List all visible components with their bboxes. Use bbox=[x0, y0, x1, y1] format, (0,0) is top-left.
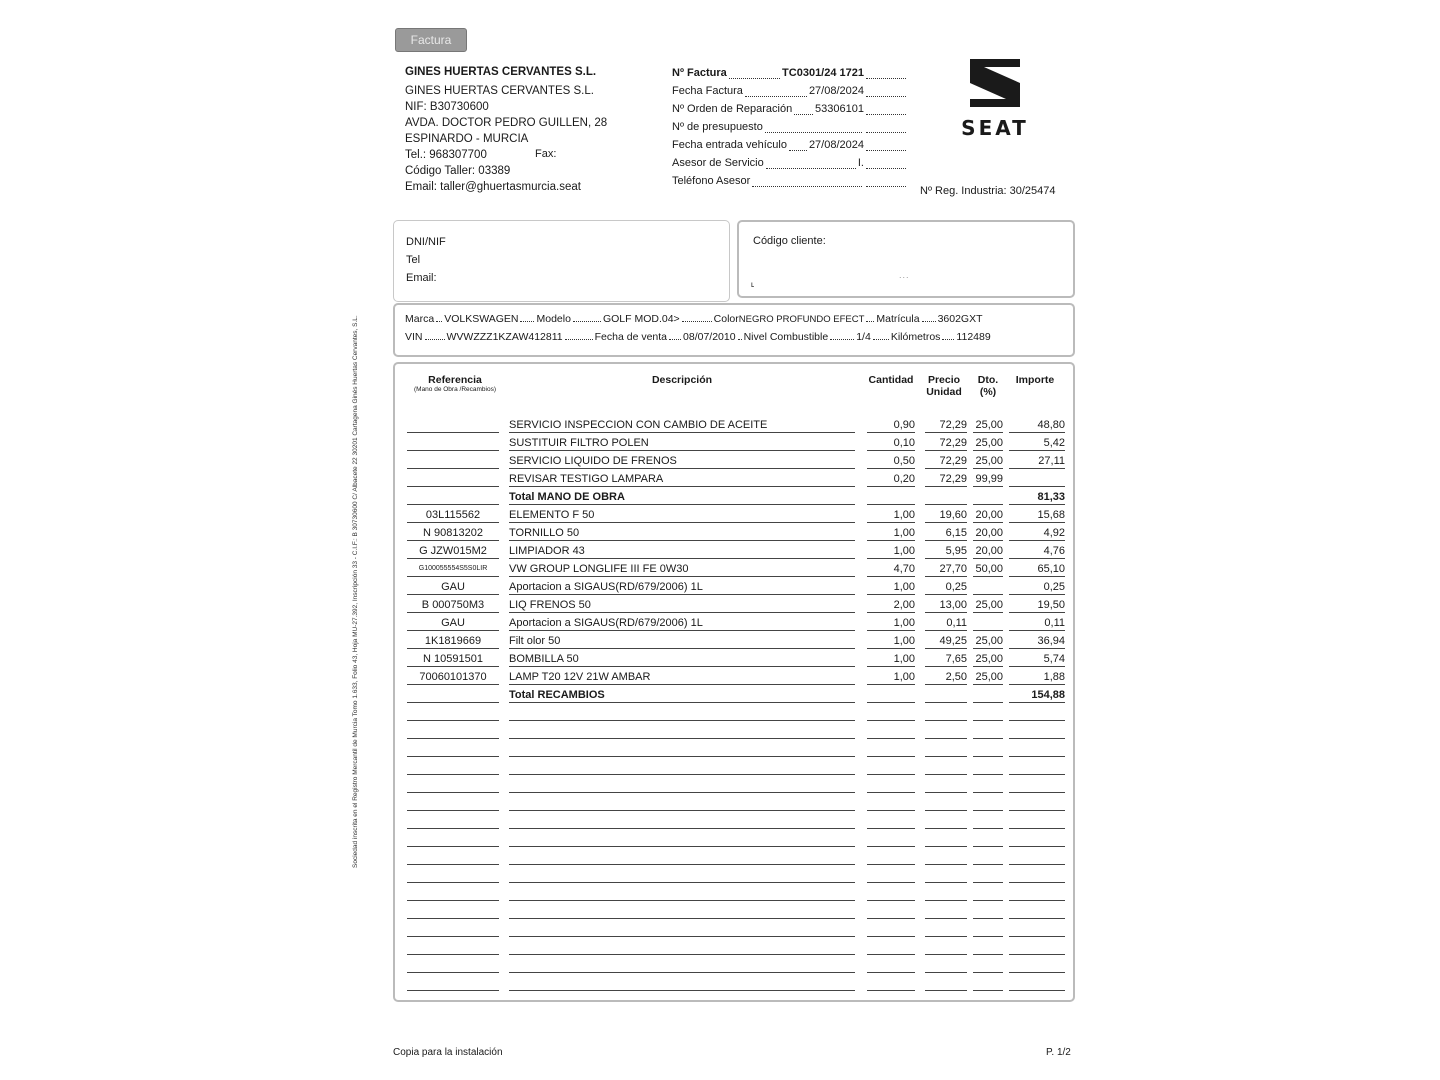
header-descripcion: Descripción bbox=[651, 374, 713, 386]
cell-desc: LAMP T20 12V 21W AMBAR bbox=[509, 670, 855, 685]
cell-cant: 1,00 bbox=[867, 508, 915, 523]
vehicle-box bbox=[393, 303, 1075, 357]
brand-name: SEAT bbox=[961, 116, 1029, 140]
empty-cell bbox=[867, 958, 915, 973]
empty-cell bbox=[1009, 868, 1065, 883]
empty-cell bbox=[509, 850, 855, 865]
industry-registry: Nº Reg. Industria: 30/25474 bbox=[920, 185, 1056, 197]
cell-cant: 2,00 bbox=[867, 598, 915, 613]
empty-cell bbox=[1009, 760, 1065, 775]
cell-ref bbox=[407, 472, 499, 487]
cell-cant: 1,00 bbox=[867, 634, 915, 649]
color-value: NEGRO PROFUNDO EFECT bbox=[738, 314, 865, 325]
invoice-field-value: 27/08/2024 bbox=[808, 85, 864, 97]
cell-cant: 1,00 bbox=[867, 580, 915, 595]
cell-pu: 7,65 bbox=[925, 652, 967, 667]
empty-cell bbox=[973, 850, 1003, 865]
empty-cell bbox=[925, 814, 967, 829]
cell-ref: 70060101370 bbox=[407, 670, 499, 685]
empty-cell bbox=[867, 814, 915, 829]
table-row bbox=[395, 506, 1075, 524]
header-referencia: Referencia (Mano de Obra /Recambios) bbox=[407, 374, 503, 394]
table-row bbox=[395, 524, 1075, 542]
company-line: ESPINARDO - MURCIA bbox=[405, 133, 529, 145]
cell-pu: 72,29 bbox=[925, 436, 967, 451]
empty-cell bbox=[509, 958, 855, 973]
empty-table-row bbox=[395, 776, 1075, 794]
invoice-field-value: 53306101 bbox=[815, 103, 864, 115]
empty-table-row bbox=[395, 920, 1075, 938]
cell-pu bbox=[925, 688, 967, 703]
cell-dto bbox=[973, 616, 1003, 631]
cell-cant: 1,00 bbox=[867, 670, 915, 685]
empty-cell bbox=[867, 904, 915, 919]
cell-cant: 0,50 bbox=[867, 454, 915, 469]
empty-cell bbox=[925, 778, 967, 793]
empty-cell bbox=[509, 904, 855, 919]
empty-cell bbox=[509, 796, 855, 811]
empty-cell bbox=[867, 832, 915, 847]
cell-pu: 6,15 bbox=[925, 526, 967, 541]
header-referencia-sub: (Mano de Obra /Recambios) bbox=[413, 386, 496, 393]
modelo-label: Modelo bbox=[536, 313, 571, 325]
empty-cell bbox=[973, 796, 1003, 811]
empty-cell bbox=[1009, 958, 1065, 973]
client-contact-box bbox=[393, 220, 730, 302]
matricula-label: Matrícula bbox=[876, 313, 920, 325]
cell-desc: Aportacion a SIGAUS(RD/679/2006) 1L bbox=[509, 616, 855, 631]
fecha-venta-value: 08/07/2010 bbox=[683, 331, 736, 343]
client-code-label: Código cliente: bbox=[753, 235, 826, 247]
cell-desc: LIMPIADOR 43 bbox=[509, 544, 855, 559]
cell-desc: Total RECAMBIOS bbox=[509, 688, 855, 703]
cell-imp: 5,42 bbox=[1009, 436, 1065, 451]
marca-value: VOLKSWAGEN bbox=[444, 313, 519, 325]
empty-cell bbox=[1009, 724, 1065, 739]
empty-cell bbox=[867, 940, 915, 955]
cell-dto: 25,00 bbox=[973, 652, 1003, 667]
combustible-value: 1/4 bbox=[856, 331, 871, 343]
cell-cant: 1,00 bbox=[867, 616, 915, 631]
cell-desc: LIQ FRENOS 50 bbox=[509, 598, 855, 613]
empty-cell bbox=[509, 778, 855, 793]
header-importe: Importe bbox=[1015, 374, 1055, 386]
company-details bbox=[405, 83, 607, 195]
cell-cant: 1,00 bbox=[867, 544, 915, 559]
empty-cell bbox=[867, 886, 915, 901]
client-code-box bbox=[737, 220, 1075, 298]
empty-cell bbox=[407, 904, 499, 919]
table-row bbox=[395, 452, 1075, 470]
empty-cell bbox=[407, 922, 499, 937]
empty-cell bbox=[925, 742, 967, 757]
dni-label: DNI/NIF bbox=[406, 236, 446, 248]
company-line: Tel.: 968307700 bbox=[405, 149, 487, 161]
cell-cant: 0,20 bbox=[867, 472, 915, 487]
cell-desc: Filt olor 50 bbox=[509, 634, 855, 649]
empty-cell bbox=[925, 796, 967, 811]
table-total-row bbox=[395, 488, 1075, 506]
cell-cant: 0,10 bbox=[867, 436, 915, 451]
empty-cell bbox=[973, 886, 1003, 901]
cell-ref bbox=[407, 688, 499, 703]
empty-cell bbox=[407, 976, 499, 991]
cell-desc: TORNILLO 50 bbox=[509, 526, 855, 541]
cell-pu: 5,95 bbox=[925, 544, 967, 559]
email-label: Email: bbox=[406, 272, 437, 284]
empty-table-row bbox=[395, 758, 1075, 776]
cell-pu: 13,00 bbox=[925, 598, 967, 613]
empty-cell bbox=[1009, 814, 1065, 829]
cell-imp: 4,76 bbox=[1009, 544, 1065, 559]
cell-desc: VW GROUP LONGLIFE III FE 0W30 bbox=[509, 562, 855, 577]
empty-cell bbox=[973, 940, 1003, 955]
empty-cell bbox=[509, 886, 855, 901]
empty-cell bbox=[407, 796, 499, 811]
company-line: GINES HUERTAS CERVANTES S.L. bbox=[405, 85, 594, 97]
empty-cell bbox=[867, 706, 915, 721]
client-name: ... bbox=[899, 270, 910, 280]
table-row bbox=[395, 434, 1075, 452]
invoice-field-label: Nº Factura bbox=[672, 67, 727, 79]
empty-cell bbox=[407, 724, 499, 739]
cell-ref bbox=[407, 436, 499, 451]
cell-ref: N 90813202 bbox=[407, 526, 499, 541]
table-row bbox=[395, 668, 1075, 686]
cell-cant: 4,70 bbox=[867, 562, 915, 577]
header-precio-unidad: Precio Unidad bbox=[926, 374, 962, 398]
company-name: GINES HUERTAS CERVANTES S.L. bbox=[405, 66, 597, 78]
invoice-stamp: Factura bbox=[395, 28, 467, 52]
company-line: Código Taller: 03389 bbox=[405, 165, 511, 177]
empty-cell bbox=[925, 706, 967, 721]
cell-dto: 25,00 bbox=[973, 670, 1003, 685]
invoice-field-label: Teléfono Asesor bbox=[672, 175, 751, 187]
table-row bbox=[395, 596, 1075, 614]
cell-imp: 65,10 bbox=[1009, 562, 1065, 577]
empty-cell bbox=[925, 832, 967, 847]
cell-cant: 1,00 bbox=[867, 652, 915, 667]
empty-table-row bbox=[395, 722, 1075, 740]
tel-label: Tel bbox=[406, 254, 421, 266]
empty-cell bbox=[407, 814, 499, 829]
cell-imp: 27,11 bbox=[1009, 454, 1065, 469]
empty-cell bbox=[1009, 904, 1065, 919]
empty-table-row bbox=[395, 974, 1075, 992]
empty-table-row bbox=[395, 848, 1075, 866]
cell-dto: 25,00 bbox=[973, 418, 1003, 433]
matricula-value: 3602GXT bbox=[937, 313, 983, 325]
cell-dto: 99,99 bbox=[973, 472, 1003, 487]
table-row bbox=[395, 470, 1075, 488]
header-dto: Dto. (%) bbox=[977, 374, 999, 398]
invoice-field-label: Nº de presupuesto bbox=[672, 121, 763, 133]
marca-label: Marca bbox=[405, 313, 435, 325]
empty-cell bbox=[973, 742, 1003, 757]
empty-cell bbox=[1009, 922, 1065, 937]
company-line: Email: taller@ghuertasmurcia.seat bbox=[405, 181, 581, 193]
empty-cell bbox=[925, 724, 967, 739]
cell-dto: 50,00 bbox=[973, 562, 1003, 577]
invoice-field-label: Nº Orden de Reparación bbox=[672, 103, 793, 115]
km-value: 112489 bbox=[956, 331, 991, 343]
legal-sidebar-text: Sociedad inscrita en el Registro Mercantil de Murcia Tomo 1.633, Folio 43, Hoja MU-27.392, Inscripción 33 - C.I.F.: B 30730600 C/ Albacete 22 30201 Cartagena Ginés Huertas Cervantes, S.L. bbox=[352, 315, 359, 868]
empty-cell bbox=[1009, 796, 1065, 811]
vin-value: WVWZZZ1KZAW412811 bbox=[446, 331, 563, 343]
cell-desc: REVISAR TESTIGO LAMPARA bbox=[509, 472, 855, 487]
empty-cell bbox=[1009, 850, 1065, 865]
table-row bbox=[395, 614, 1075, 632]
vin-label: VIN bbox=[405, 331, 423, 343]
table-row bbox=[395, 650, 1075, 668]
cell-dto: 20,00 bbox=[973, 544, 1003, 559]
empty-cell bbox=[1009, 832, 1065, 847]
cell-desc: Total MANO DE OBRA bbox=[509, 490, 855, 505]
cell-cant bbox=[867, 688, 915, 703]
cell-ref: G JZW015M2 bbox=[407, 544, 499, 559]
empty-cell bbox=[407, 868, 499, 883]
empty-cell bbox=[973, 868, 1003, 883]
cell-imp: 1,88 bbox=[1009, 670, 1065, 685]
empty-cell bbox=[973, 778, 1003, 793]
cell-imp: 154,88 bbox=[1009, 688, 1065, 703]
empty-cell bbox=[1009, 742, 1065, 757]
invoice-field-value: TC0301/24 1721 bbox=[782, 67, 864, 79]
cell-imp: 48,80 bbox=[1009, 418, 1065, 433]
invoice-field bbox=[672, 100, 908, 118]
empty-cell bbox=[407, 850, 499, 865]
modelo-value: GOLF MOD.04> bbox=[602, 313, 680, 325]
empty-cell bbox=[867, 850, 915, 865]
empty-cell bbox=[925, 868, 967, 883]
empty-cell bbox=[925, 904, 967, 919]
empty-cell bbox=[509, 940, 855, 955]
empty-table-row bbox=[395, 902, 1075, 920]
cell-imp: 0,25 bbox=[1009, 580, 1065, 595]
cell-imp: 36,94 bbox=[1009, 634, 1065, 649]
empty-cell bbox=[1009, 940, 1065, 955]
empty-cell bbox=[509, 706, 855, 721]
invoice-field bbox=[672, 154, 908, 172]
seat-logo-icon bbox=[966, 57, 1024, 109]
invoice-field-value: I. bbox=[857, 157, 864, 169]
empty-cell bbox=[509, 868, 855, 883]
invoice-lines-table bbox=[393, 362, 1075, 1002]
empty-table-row bbox=[395, 812, 1075, 830]
cell-dto: 25,00 bbox=[973, 598, 1003, 613]
empty-cell bbox=[509, 976, 855, 991]
invoice-field-label: Fecha Factura bbox=[672, 85, 743, 97]
cell-pu bbox=[925, 490, 967, 505]
empty-table-row bbox=[395, 938, 1075, 956]
empty-cell bbox=[407, 832, 499, 847]
cell-dto bbox=[973, 688, 1003, 703]
empty-cell bbox=[509, 760, 855, 775]
empty-cell bbox=[973, 832, 1003, 847]
cell-dto bbox=[973, 580, 1003, 595]
cell-cant bbox=[867, 490, 915, 505]
empty-cell bbox=[509, 814, 855, 829]
footer-copy-label: Copia para la instalación bbox=[393, 1047, 503, 1058]
cell-dto: 20,00 bbox=[973, 526, 1003, 541]
empty-cell bbox=[867, 868, 915, 883]
cell-ref: G100055554S5S0LIR bbox=[407, 562, 499, 577]
cell-imp: 15,68 bbox=[1009, 508, 1065, 523]
cell-desc: SUSTITUIR FILTRO POLEN bbox=[509, 436, 855, 451]
seat-logo bbox=[945, 57, 1045, 140]
empty-cell bbox=[407, 958, 499, 973]
empty-table-row bbox=[395, 866, 1075, 884]
table-row bbox=[395, 542, 1075, 560]
header-cantidad: Cantidad bbox=[868, 374, 914, 386]
cell-ref: GAU bbox=[407, 616, 499, 631]
empty-table-row bbox=[395, 830, 1075, 848]
cell-pu: 0,11 bbox=[925, 616, 967, 631]
fecha-venta-label: Fecha de venta bbox=[594, 331, 668, 343]
empty-cell bbox=[867, 796, 915, 811]
color-label: Color bbox=[713, 313, 739, 325]
empty-table-row bbox=[395, 884, 1075, 902]
cell-ref: B 000750M3 bbox=[407, 598, 499, 613]
empty-cell bbox=[925, 940, 967, 955]
empty-cell bbox=[1009, 886, 1065, 901]
cell-dto: 25,00 bbox=[973, 436, 1003, 451]
empty-cell bbox=[1009, 706, 1065, 721]
client-mark: ʟ bbox=[751, 280, 755, 289]
empty-cell bbox=[509, 832, 855, 847]
cell-pu: 19,60 bbox=[925, 508, 967, 523]
cell-pu: 2,50 bbox=[925, 670, 967, 685]
empty-cell bbox=[867, 778, 915, 793]
empty-cell bbox=[407, 706, 499, 721]
cell-ref bbox=[407, 454, 499, 469]
cell-dto bbox=[973, 490, 1003, 505]
table-row bbox=[395, 560, 1075, 578]
fax-label: Fax: bbox=[535, 148, 557, 160]
cell-ref: N 10591501 bbox=[407, 652, 499, 667]
empty-cell bbox=[509, 742, 855, 757]
cell-ref bbox=[407, 490, 499, 505]
invoice-field-label: Asesor de Servicio bbox=[672, 157, 764, 169]
invoice-field-label: Fecha entrada vehículo bbox=[672, 139, 787, 151]
empty-cell bbox=[973, 922, 1003, 937]
cell-imp bbox=[1009, 472, 1065, 487]
empty-cell bbox=[867, 742, 915, 757]
table-total-row bbox=[395, 686, 1075, 704]
empty-cell bbox=[407, 760, 499, 775]
empty-cell bbox=[867, 922, 915, 937]
cell-ref: 03L115562 bbox=[407, 508, 499, 523]
company-line: AVDA. DOCTOR PEDRO GUILLEN, 28 bbox=[405, 117, 608, 129]
empty-cell bbox=[973, 706, 1003, 721]
invoice-field bbox=[672, 82, 908, 100]
empty-cell bbox=[973, 904, 1003, 919]
cell-desc: SERVICIO LIQUIDO DE FRENOS bbox=[509, 454, 855, 469]
empty-cell bbox=[407, 886, 499, 901]
table-row bbox=[395, 416, 1075, 434]
cell-ref: GAU bbox=[407, 580, 499, 595]
empty-cell bbox=[973, 814, 1003, 829]
cell-cant: 1,00 bbox=[867, 526, 915, 541]
cell-pu: 72,29 bbox=[925, 472, 967, 487]
empty-cell bbox=[509, 922, 855, 937]
cell-dto: 25,00 bbox=[973, 634, 1003, 649]
invoice-field-value: 27/08/2024 bbox=[808, 139, 864, 151]
cell-pu: 72,29 bbox=[925, 418, 967, 433]
cell-dto: 20,00 bbox=[973, 508, 1003, 523]
empty-cell bbox=[973, 976, 1003, 991]
empty-cell bbox=[867, 724, 915, 739]
page-number: P. 1/2 bbox=[1046, 1047, 1071, 1058]
empty-cell bbox=[509, 724, 855, 739]
empty-cell bbox=[973, 958, 1003, 973]
empty-cell bbox=[925, 850, 967, 865]
empty-cell bbox=[925, 922, 967, 937]
cell-imp: 4,92 bbox=[1009, 526, 1065, 541]
cell-imp: 81,33 bbox=[1009, 490, 1065, 505]
cell-desc: SERVICIO INSPECCION CON CAMBIO DE ACEITE bbox=[509, 418, 855, 433]
table-row bbox=[395, 578, 1075, 596]
combustible-label: Nivel Combustible bbox=[743, 331, 829, 343]
cell-imp: 5,74 bbox=[1009, 652, 1065, 667]
cell-cant: 0,90 bbox=[867, 418, 915, 433]
empty-cell bbox=[1009, 778, 1065, 793]
empty-cell bbox=[973, 760, 1003, 775]
empty-cell bbox=[407, 940, 499, 955]
invoice-field bbox=[672, 172, 908, 190]
invoice-field bbox=[672, 136, 908, 154]
cell-pu: 49,25 bbox=[925, 634, 967, 649]
empty-table-row bbox=[395, 704, 1075, 722]
cell-imp: 19,50 bbox=[1009, 598, 1065, 613]
empty-cell bbox=[867, 760, 915, 775]
empty-cell bbox=[407, 778, 499, 793]
cell-ref bbox=[407, 418, 499, 433]
empty-table-row bbox=[395, 794, 1075, 812]
empty-cell bbox=[973, 724, 1003, 739]
invoice-field bbox=[672, 64, 908, 82]
cell-desc: Aportacion a SIGAUS(RD/679/2006) 1L bbox=[509, 580, 855, 595]
cell-dto: 25,00 bbox=[973, 454, 1003, 469]
company-line: NIF: B30730600 bbox=[405, 101, 489, 113]
cell-imp: 0,11 bbox=[1009, 616, 1065, 631]
empty-table-row bbox=[395, 740, 1075, 758]
empty-cell bbox=[925, 976, 967, 991]
cell-pu: 0,25 bbox=[925, 580, 967, 595]
table-row bbox=[395, 632, 1075, 650]
empty-cell bbox=[925, 958, 967, 973]
empty-cell bbox=[925, 760, 967, 775]
cell-desc: ELEMENTO F 50 bbox=[509, 508, 855, 523]
empty-cell bbox=[407, 742, 499, 757]
cell-desc: BOMBILLA 50 bbox=[509, 652, 855, 667]
company-block bbox=[405, 64, 607, 195]
empty-table-row bbox=[395, 956, 1075, 974]
km-label: Kilómetros bbox=[890, 331, 941, 343]
invoice-field bbox=[672, 118, 908, 136]
empty-cell bbox=[867, 976, 915, 991]
cell-pu: 72,29 bbox=[925, 454, 967, 469]
cell-pu: 27,70 bbox=[925, 562, 967, 577]
cell-ref: 1K1819669 bbox=[407, 634, 499, 649]
empty-cell bbox=[925, 886, 967, 901]
empty-cell bbox=[1009, 976, 1065, 991]
invoice-details bbox=[672, 64, 908, 190]
